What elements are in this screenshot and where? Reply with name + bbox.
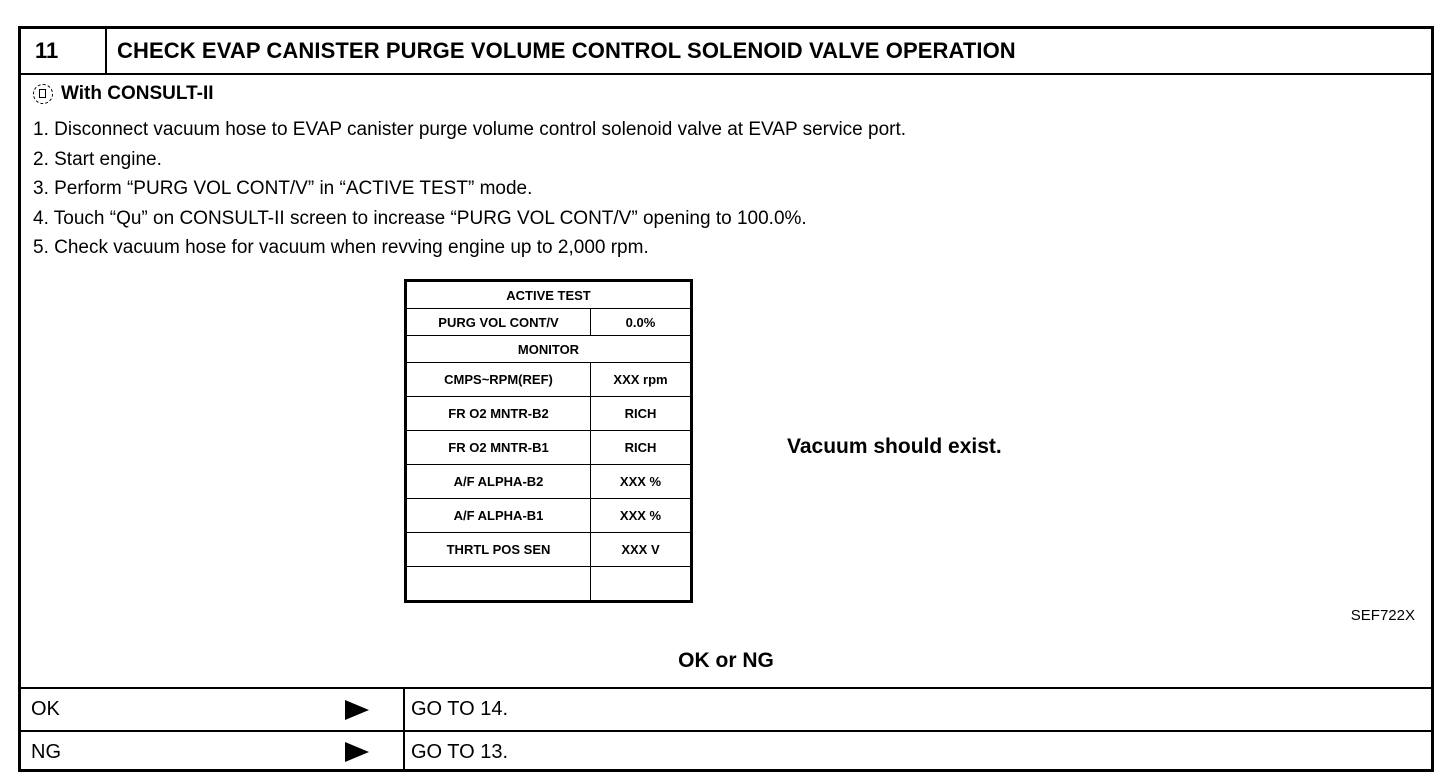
vacuum-note: Vacuum should exist. — [787, 435, 1002, 458]
monitor-item-label: CMPS~RPM(REF) — [406, 363, 591, 397]
monitor-item-value: XXX rpm — [591, 363, 692, 397]
diagnostic-procedure-frame — [18, 26, 1434, 772]
monitor-row — [406, 363, 692, 397]
consult-tool-icon — [33, 84, 53, 104]
result-row-ok — [21, 687, 1431, 730]
procedure-step: 2. Start engine. — [33, 148, 162, 170]
monitor-row — [406, 465, 692, 499]
monitor-empty-cell — [591, 567, 692, 602]
monitor-row — [406, 533, 692, 567]
procedure-step: 1. Disconnect vacuum hose to EVAP canister purge volume control solenoid valve at EVAP service port. — [33, 119, 907, 140]
result-label — [21, 732, 405, 772]
monitor-item-label: FR O2 MNTR-B2 — [406, 397, 591, 431]
monitor-item-value: XXX % — [591, 465, 692, 499]
step-title: CHECK EVAP CANISTER PURGE VOLUME CONTROL SOLENOID VALVE OPERATION — [117, 38, 1016, 63]
procedure-steps — [33, 115, 906, 263]
monitor-item-value: RICH — [591, 397, 692, 431]
active-test-screen-table — [404, 279, 693, 603]
monitor-row — [406, 431, 692, 465]
monitor-item-label: THRTL POS SEN — [406, 533, 591, 567]
arrow-right-icon — [345, 700, 369, 720]
figure-code: SEF722X — [1350, 607, 1415, 624]
result-row-ng — [21, 730, 1431, 772]
monitor-row — [406, 499, 692, 533]
procedure-step: 5. Check vacuum hose for vacuum when revving engine up to 2,000 rpm. — [33, 237, 649, 258]
step-header — [21, 29, 1431, 75]
monitor-item-label: A/F ALPHA-B1 — [406, 499, 591, 533]
monitor-item-value: XXX V — [591, 533, 692, 567]
result-label — [21, 689, 405, 730]
result-label-text: NG — [31, 740, 61, 763]
purg-vol-value: 0.0% — [591, 309, 692, 336]
monitor-item-value: RICH — [591, 431, 692, 465]
purg-vol-label: PURG VOL CONT/V — [406, 309, 591, 336]
monitor-row-empty — [406, 567, 692, 602]
monitor-row — [406, 397, 692, 431]
monitor-item-value: XXX % — [591, 499, 692, 533]
consult-mode-line — [33, 83, 214, 105]
result-label-text: OK — [31, 698, 60, 720]
result-action: GO TO 14. — [411, 698, 509, 720]
step-number: 11 — [21, 29, 107, 73]
consult-mode-label: With CONSULT-II — [61, 83, 214, 104]
monitor-empty-cell — [406, 567, 591, 602]
step-body — [21, 75, 1431, 705]
monitor-item-label: FR O2 MNTR-B1 — [406, 431, 591, 465]
monitor-item-label: A/F ALPHA-B2 — [406, 465, 591, 499]
result-action: GO TO 13. — [411, 740, 509, 763]
arrow-right-icon — [345, 742, 369, 762]
ok-or-ng-heading: OK or NG — [678, 649, 774, 672]
active-test-header: ACTIVE TEST — [406, 281, 692, 309]
procedure-step: 3. Perform “PURG VOL CONT/V” in “ACTIVE TEST” mode. — [33, 178, 533, 199]
monitor-header: MONITOR — [406, 336, 692, 363]
procedure-step: 4. Touch “Qu” on CONSULT-II screen to increase “PURG VOL CONT/V” opening to 100.0%. — [33, 207, 807, 229]
